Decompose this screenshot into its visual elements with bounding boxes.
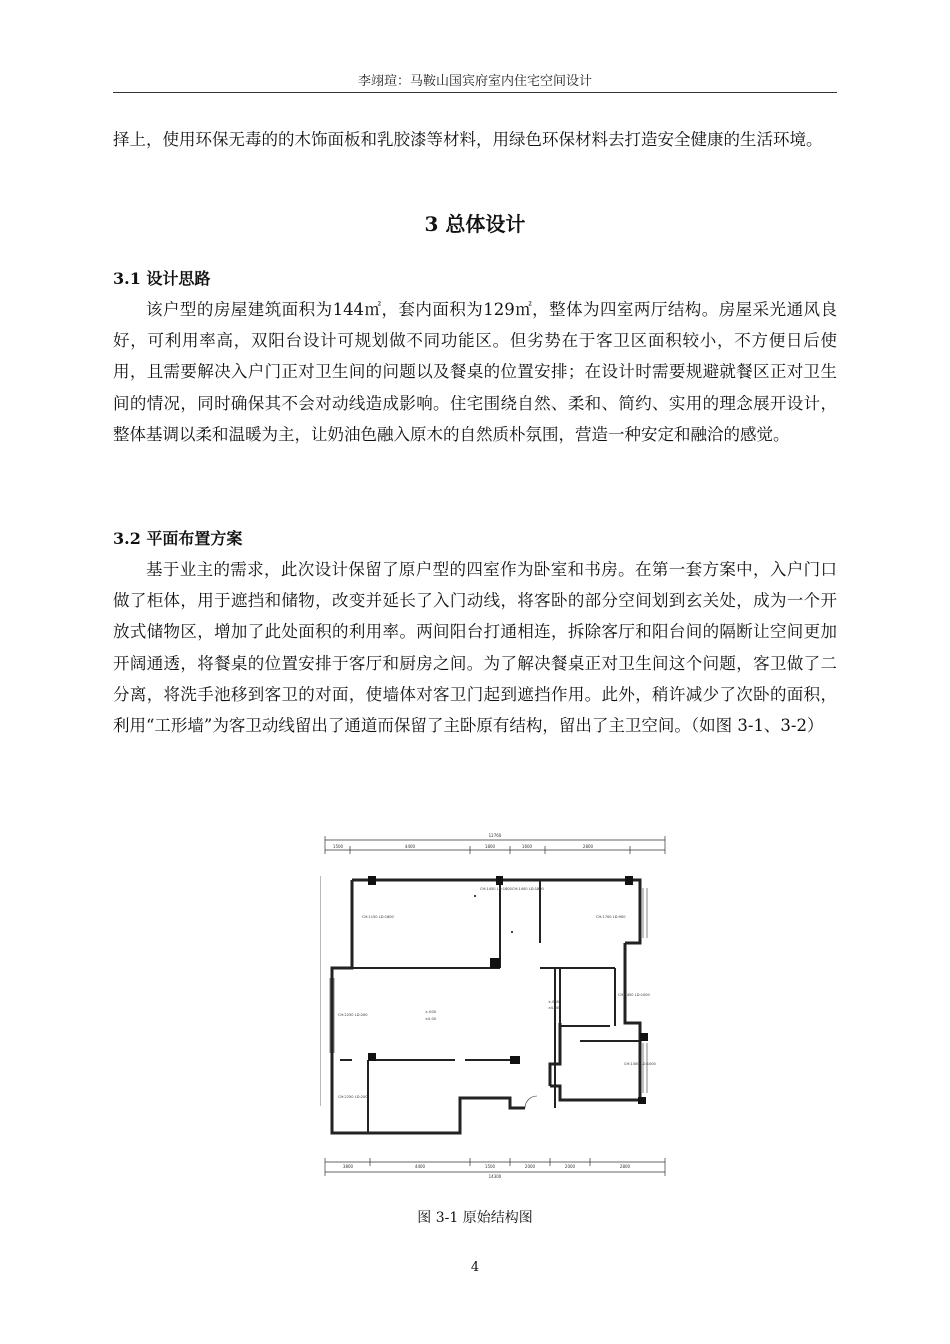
entry-door-arc	[525, 1096, 537, 1108]
level-label-2: ±0.00	[425, 1017, 437, 1021]
dim-top-1: 1500	[332, 844, 344, 849]
figure-caption: 图 3-1 原始结构图	[417, 1210, 533, 1226]
room-label-4: CH:1700 LD:900	[596, 915, 626, 919]
dim-bottom-2: 4400	[414, 1164, 426, 1169]
dim-bottom-total: 14300	[488, 1174, 502, 1178]
point-markers	[474, 895, 513, 933]
paragraph-3-2: 基于业主的需求，此次设计保留了原户型的四室作为卧室和书房。在第一套方案中，入户门口做了柜体，用于遮挡和储物，改变并延长了入门动线，将客卧的部分空间划到玄关处，成为一个开放式储物区，增加了此处面积的利用率。两间阳台打通相连，拆除客厅和阳台间的隔断让空间更加开阔通透，将餐桌的位置安排于客厅和厨房之间。为了解决餐桌正对卫生间这个问题，客卫做了二分离，将洗手池移到客卫的对面，使墙体对客卫门起到遮挡作用。此外，稍许减少了次卧的面积，利用“工形墙”为客卫动线留出了通道而保留了主卧原有结构，留出了主卫空间。（如图 3-1、3-2）	[113, 560, 837, 736]
section-title: 3 总体设计	[424, 212, 526, 236]
structural-columns	[368, 876, 648, 1104]
heading-3-1: 3.1 设计思路	[113, 269, 211, 288]
room-label-7: CH:2250 LD:200	[338, 1095, 368, 1099]
continuation-text-block	[113, 124, 837, 155]
room-label-5: CH:1450 LD:1000	[618, 993, 650, 997]
dim-top-2: 4400	[404, 844, 416, 849]
dim-bottom-4: 2000	[524, 1164, 536, 1169]
dim-bottom-6: 2800	[619, 1164, 631, 1169]
room-label-2: CH:1450 LD:1800	[480, 887, 512, 891]
floor-plan-drawing	[320, 828, 672, 1178]
room-label-8: CH:1400 LD:1000	[624, 1062, 656, 1066]
paragraph-3-1: 该户型的房屋建筑面积为144㎡，套内面积为129㎡，整体为四室两厅结构。房屋采光通风良好，可利用率高，双阳台设计可规划做不同功能区。但劣势在于客卫区面积较小，不方便日后使用，且需要解决入户门正对卫生间的问题以及餐桌的位置安排；在设计时需要规避就餐区正对卫生间的情况，同时确保其不会对动线造成影响。住宅围绕自然、柔和、简约、实用的理念展开设计，整体基调以柔和温暖为主，让奶油色融入原木的自然质朴氛围，营造一种安定和融洽的感觉。	[113, 300, 837, 444]
continuation-paragraph: 择上，使用环保无毒的的木饰面板和乳胶漆等材料，用绿色环保材料去打造安全健康的生活环境。	[113, 130, 823, 149]
level-label-1: ±.000	[425, 1010, 437, 1014]
section-3-1-body	[113, 294, 837, 450]
room-label-6: CH:2250 LD:200	[338, 1013, 368, 1017]
level-label-4: ±0.00	[548, 1006, 560, 1010]
room-label-1: CH:1150 LD:1800	[362, 915, 394, 919]
floor-plan-figure	[320, 828, 672, 1178]
dim-bottom-5: 2000	[564, 1164, 576, 1169]
level-label-3: ±.000	[548, 1000, 560, 1004]
dim-top-4: 1600	[521, 844, 533, 849]
room-labels	[338, 887, 657, 1099]
dim-top-5: 2800	[582, 844, 594, 849]
dim-bottom-3: 1500	[484, 1164, 496, 1169]
running-header: 李翊瑄：马鞍山国宾府室内住宅空间设计	[113, 70, 837, 93]
room-label-3: CH:1400 LD:1800	[512, 887, 544, 891]
page-number: 4	[470, 1260, 480, 1275]
section-3-2-body	[113, 554, 837, 741]
dim-top-3: 1800	[484, 844, 496, 849]
heading-3-2: 3.2 平面布置方案	[113, 529, 243, 548]
dim-top-total: 12760	[488, 833, 502, 838]
dim-bottom-1: 3800	[342, 1164, 354, 1169]
